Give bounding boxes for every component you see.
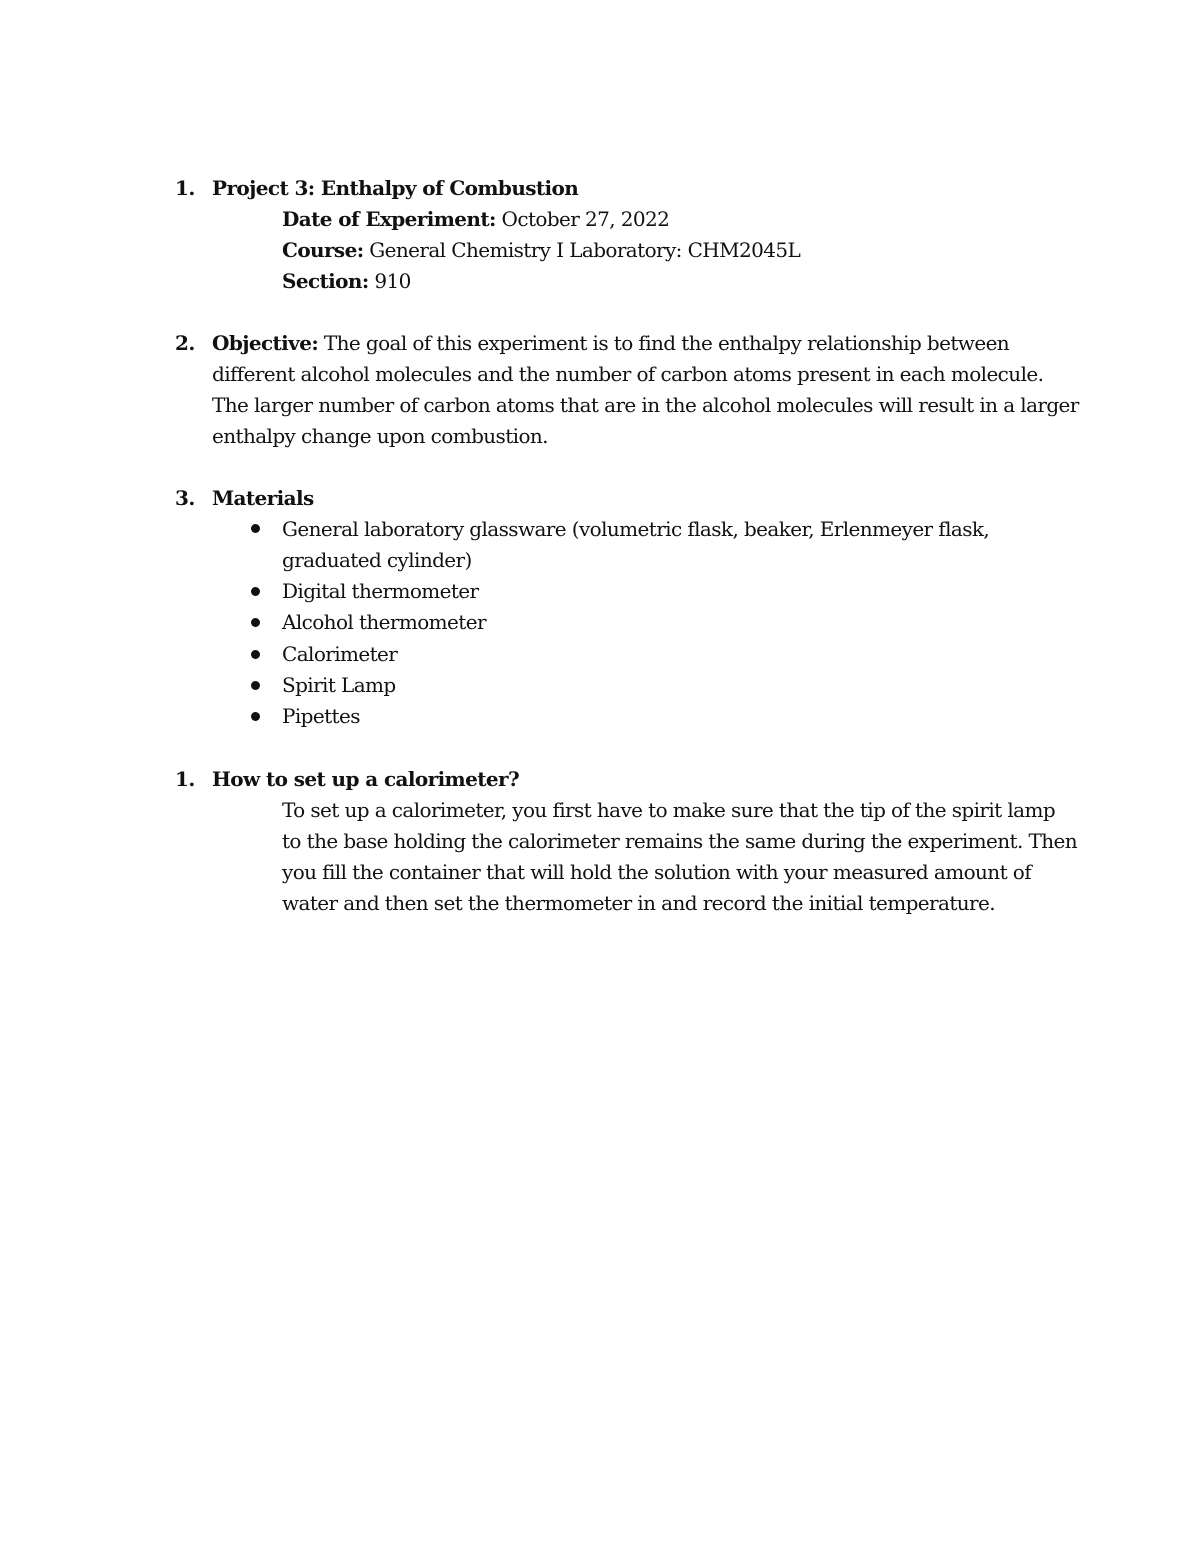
material-item-spirit-lamp: Spirit Lamp [282,673,396,697]
course-line [282,238,800,262]
bullet-icon [251,618,260,627]
project-number: 1. [175,176,195,200]
date-label: Date of Experiment: [282,207,496,231]
calorimeter-line-4: water and then set the thermometer in and record the initial temperature. [282,891,995,915]
objective-line-1 [212,331,1009,355]
material-item-glassware: General laboratory glassware (volumetric flask, beaker, Erlenmeyer flask, [282,517,990,541]
material-item-digital-thermometer: Digital thermometer [282,579,479,603]
section-label: Section: [282,269,369,293]
section-line [282,269,411,293]
objective-label: Objective: [212,331,319,355]
objective-text-1: The goal of this experiment is to find the enthalpy relationship between [318,331,1010,355]
objective-line-2: different alcohol molecules and the number of carbon atoms present in each molecule. [212,362,1044,386]
section-value: 910 [368,269,411,293]
bullet-icon [251,524,260,533]
objective-line-3: The larger number of carbon atoms that are in the alcohol molecules will result in a larger [212,393,1079,417]
materials-number: 3. [175,486,195,510]
material-item-pipettes: Pipettes [282,704,360,728]
objective-line-4: enthalpy change upon combustion. [212,424,548,448]
bullet-icon [251,712,260,721]
material-item-glassware-cont: graduated cylinder) [282,548,472,572]
material-item-calorimeter: Calorimeter [282,642,398,666]
date-line [282,207,669,231]
objective-number: 2. [175,331,195,355]
calorimeter-line-1: To set up a calorimeter, you first have to make sure that the tip of the spirit lamp [282,798,1056,822]
bullet-icon [251,650,260,659]
course-value: General Chemistry I Laboratory: CHM2045L [363,238,801,262]
project-title: Project 3: Enthalpy of Combustion [212,176,579,200]
course-label: Course: [282,238,364,262]
date-value: October 27, 2022 [495,207,670,231]
calorimeter-number: 1. [175,767,195,791]
material-item-alcohol-thermometer: Alcohol thermometer [282,610,486,634]
bullet-icon [251,587,260,596]
materials-heading: Materials [212,486,314,510]
calorimeter-line-2: to the base holding the calorimeter remains the same during the experiment. Then [282,829,1078,853]
calorimeter-line-3: you fill the container that will hold the solution with your measured amount of [282,860,1032,884]
bullet-icon [251,681,260,690]
calorimeter-heading: How to set up a calorimeter? [212,767,520,791]
